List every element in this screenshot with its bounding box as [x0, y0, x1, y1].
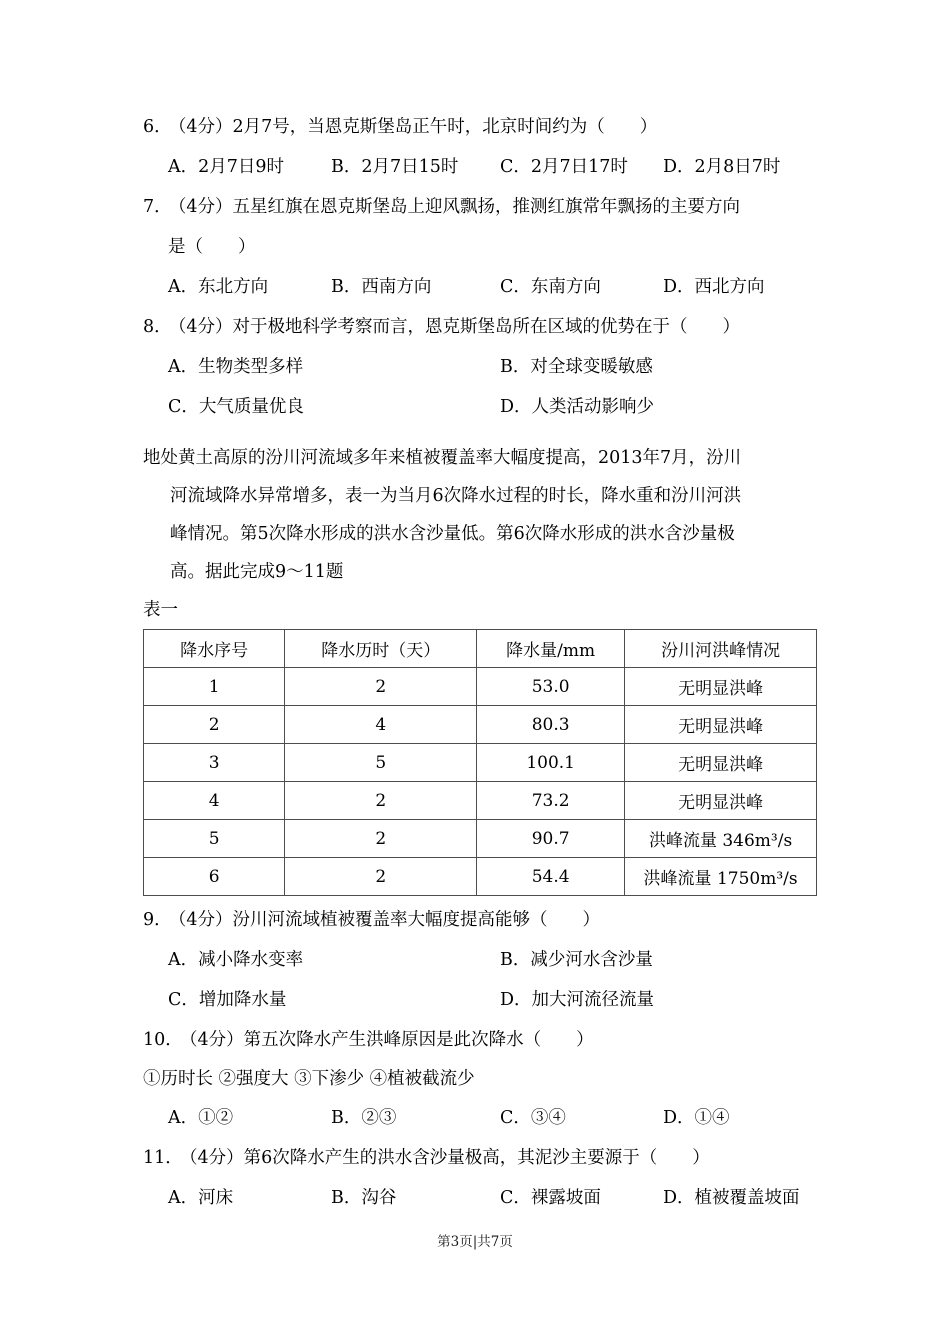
question-11-options — [143, 1178, 817, 1218]
table-cell: 2 — [144, 706, 285, 744]
question-8-number: 8． — [143, 317, 172, 337]
question-6-option-b: B．2月7日15时 — [331, 157, 459, 177]
table-cell: 100.1 — [477, 744, 625, 782]
question-6-stem — [143, 107, 817, 147]
question-9-option-d: D．加大河流径流量 — [500, 990, 655, 1010]
question-7-stem-continued: 是（ ） — [168, 237, 256, 257]
table-cell: 53.0 — [477, 668, 625, 706]
question-8-stem-text: （4分）对于极地科学考察而言，恩克斯堡岛所在区域的优势在于（ ） — [177, 317, 741, 337]
table-cell: 5 — [144, 820, 285, 858]
question-8 — [143, 307, 817, 427]
table-cell: 5 — [285, 744, 477, 782]
question-8-option-a: A．生物类型多样 — [168, 357, 304, 377]
question-7-stem — [143, 187, 817, 227]
table-cell: 4 — [285, 706, 477, 744]
question-11-option-c: C．裸露坡面 — [500, 1188, 601, 1208]
table-cell: 73.2 — [477, 782, 625, 820]
question-9-options-row-2 — [143, 980, 817, 1020]
table-row-6 — [144, 858, 817, 896]
table-row-4 — [144, 782, 817, 820]
question-9-options-row-1 — [143, 940, 817, 980]
table-cell: 1 — [144, 668, 285, 706]
table-cell: 4 — [144, 782, 285, 820]
question-10-option-b: B．②③ — [331, 1108, 397, 1128]
passage-line-2: 河流域降水异常增多，表一为当月6次降水过程的时长，降水重和汾川河洪 — [170, 486, 742, 506]
table-cell: 54.4 — [477, 858, 625, 896]
question-9-stem — [143, 900, 817, 940]
question-11-stem — [143, 1138, 817, 1178]
question-9-option-a: A．减小降水变率 — [168, 950, 304, 970]
table-row-2 — [144, 706, 817, 744]
table-cell: 2 — [285, 668, 477, 706]
question-6-option-c: C．2月7日17时 — [500, 157, 628, 177]
question-10-stem — [143, 1020, 817, 1060]
table-row-5 — [144, 820, 817, 858]
table-cell: 2 — [285, 820, 477, 858]
question-6-stem-text: （4分）2月7号，当恩克斯堡岛正午时，北京时间约为（ ） — [177, 117, 658, 137]
question-8-options-row-1 — [143, 347, 817, 387]
question-6-options — [143, 147, 817, 187]
question-11-option-b: B．沟谷 — [331, 1188, 397, 1208]
question-7 — [143, 187, 817, 307]
table-cell: 无明显洪峰 — [625, 706, 817, 744]
question-11-option-a: A．河床 — [168, 1188, 234, 1208]
question-7-option-c: C．东南方向 — [500, 277, 601, 297]
question-7-options — [143, 267, 817, 307]
question-10-option-d: D．①④ — [663, 1108, 730, 1128]
table-cell: 2 — [285, 858, 477, 896]
table-label: 表一 — [143, 600, 178, 620]
table-cell: 无明显洪峰 — [625, 744, 817, 782]
table-cell: 3 — [144, 744, 285, 782]
table-cell: 无明显洪峰 — [625, 668, 817, 706]
question-10-stem-text: （4分）第五次降水产生洪峰原因是此次降水（ ） — [188, 1030, 594, 1050]
question-8-stem — [143, 307, 817, 347]
question-10-option-a: A．①② — [168, 1108, 234, 1128]
question-11 — [143, 1138, 817, 1218]
question-11-stem-text: （4分）第6次降水产生的洪水含沙量极高，其泥沙主要源于（ ） — [188, 1148, 710, 1168]
question-7-option-b: B．西南方向 — [331, 277, 432, 297]
question-9-option-b: B．减少河水含沙量 — [500, 950, 653, 970]
question-6-number: 6． — [143, 117, 172, 137]
table-row-1 — [144, 668, 817, 706]
table-header-rain-amount: 降水量/mm — [477, 630, 625, 668]
question-11-option-d: D．植被覆盖坡面 — [663, 1188, 800, 1208]
table-cell: 90.7 — [477, 820, 625, 858]
question-11-number: 11． — [143, 1148, 183, 1168]
question-7-number: 7． — [143, 197, 172, 217]
question-6 — [143, 107, 817, 187]
page-footer: 第3页|共7页 — [437, 1234, 513, 1250]
question-7-option-d: D．西北方向 — [663, 277, 765, 297]
question-9-option-c: C．增加降水量 — [168, 990, 287, 1010]
table-cell: 洪峰流量 346m³/s — [625, 820, 817, 858]
table-cell: 6 — [144, 858, 285, 896]
question-7-stem-text: （4分）五星红旗在恩克斯堡岛上迎风飘扬，推测红旗常年飘扬的主要方向 — [177, 197, 741, 217]
question-8-option-b: B．对全球变暖敏感 — [500, 357, 653, 377]
passage-line-1: 地处黄土高原的汾川河流域多年来植被覆盖率大幅度提高，2013年7月，汾川 — [143, 448, 742, 468]
question-10-option-c: C．③④ — [500, 1108, 566, 1128]
table-header-rain-number: 降水序号 — [144, 630, 285, 668]
passage-line-3: 峰情况。第5次降水形成的洪水含沙量低。第6次降水形成的洪水含沙量极 — [170, 524, 735, 544]
table-cell: 2 — [285, 782, 477, 820]
passage-line-4: 高。据此完成9～11题 — [170, 562, 344, 582]
table-header-rain-duration: 降水历时（天） — [285, 630, 477, 668]
table-header-flood-peak: 汾川河洪峰情况 — [625, 630, 817, 668]
question-6-option-a: A．2月7日9时 — [168, 157, 285, 177]
question-8-options-row-2 — [143, 387, 817, 427]
question-7-option-a: A．东北方向 — [168, 277, 269, 297]
question-9 — [143, 900, 817, 1020]
question-8-option-d: D．人类活动影响少 — [500, 397, 655, 417]
table-cell: 洪峰流量 1750m³/s — [625, 858, 817, 896]
question-10-options — [143, 1098, 817, 1138]
question-10-number: 10． — [143, 1030, 183, 1050]
table-row-3 — [144, 744, 817, 782]
table-header-row — [144, 630, 817, 668]
question-6-option-d: D．2月8日7时 — [663, 157, 781, 177]
table-cell: 无明显洪峰 — [625, 782, 817, 820]
passage — [143, 439, 817, 591]
question-10 — [143, 1020, 817, 1138]
question-9-stem-text: （4分）汾川河流域植被覆盖率大幅度提高能够（ ） — [177, 910, 601, 930]
question-9-number: 9． — [143, 910, 172, 930]
table-cell: 80.3 — [477, 706, 625, 744]
question-8-option-c: C．大气质量优良 — [168, 397, 304, 417]
question-10-statements: ①历时长 ②强度大 ③下渗少 ④植被截流少 — [143, 1069, 475, 1089]
exam-page-content — [143, 0, 817, 1218]
rainfall-table — [143, 629, 817, 896]
